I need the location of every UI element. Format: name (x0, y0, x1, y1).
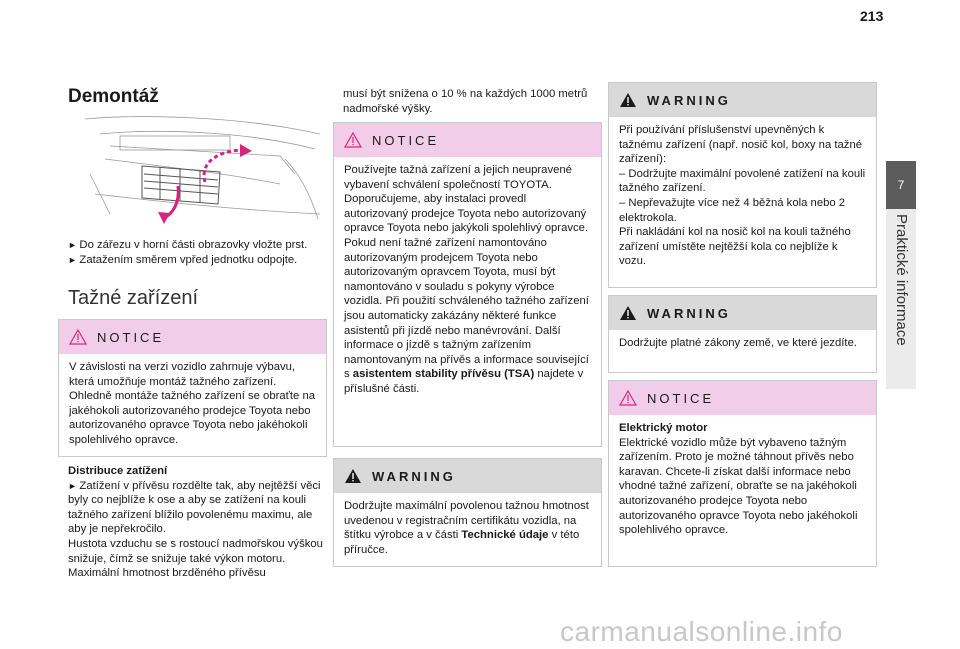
warning-triangle-icon (344, 468, 362, 484)
chapter-title: Praktické informace (893, 214, 910, 346)
bumper-illustration (80, 114, 325, 226)
notice-label: NOTICE (372, 132, 440, 148)
notice-text (334, 157, 601, 405)
tsa-link-text: asistentem stability přívěsu (TSA) (352, 368, 535, 381)
removal-steps (68, 238, 326, 267)
notice-text-part: najdete v příslušné části. (344, 368, 584, 395)
notice-label: NOTICE (647, 390, 715, 406)
watermark: carmanualsonline.info (560, 616, 843, 647)
caution-triangle-icon (619, 390, 637, 406)
warning-label: WARNING (647, 92, 731, 108)
tow-hitch-title: Tažné zařízení (68, 287, 199, 309)
load-distribution-heading: Distribuce zatížení (68, 465, 168, 477)
warning-label: WARNING (647, 305, 731, 321)
load-distribution-bullet: ► Zatížení v přívěsu rozdělte tak, aby nejtěžší věci byly co nejblíže k ose a aby se zatížení na kouli tažného zařízení blížilo povolenému maximu, ale aby je nepřekročilo. (68, 479, 326, 537)
warning-text-part: Dodržujte maximální povolenou tažnou hmotnost uvedenou v registračním certifikátu vozidla, na štítku výrobce a v části (344, 500, 589, 542)
warning-text (609, 117, 876, 277)
warning-line: – Nepřevažujte více než 4 běžná kola nebo 2 elektrokola. (619, 196, 846, 224)
notice-box-approved-hitch (333, 122, 602, 447)
caution-triangle-icon (69, 329, 87, 345)
notice-heading: Elektrický motor (619, 422, 708, 434)
removal-step: ► Zatažením směrem vpřed jednotku odpojte. (68, 253, 326, 268)
notice-text: V závislosti na verzi vozidlo zahrnuje výbavu, která umožňuje montáž tažného zařízení. Ohledně montáže tažného zařízení se obraťte na jakéhokoli autorizovaného prodejce Toyota nebo autorizovaného opravce Toyota nebo jakéhokoli spolehlivého opravce. (69, 361, 316, 446)
notice-box-mounting (58, 319, 327, 457)
warning-triangle-icon (619, 92, 637, 108)
removal-step: ► Do zářezu v horní části obrazovky vložte prst. (68, 238, 326, 253)
notice-text (609, 415, 876, 546)
warning-box-towing-weight (333, 458, 602, 567)
warning-box-accessories (608, 82, 877, 288)
notice-label: NOTICE (97, 329, 165, 345)
section-title: Demontáž (68, 86, 159, 107)
caution-triangle-icon (344, 132, 362, 148)
notice-box-electric-motor (608, 380, 877, 567)
load-distribution (68, 464, 326, 581)
warning-text (334, 493, 601, 565)
warning-text: Dodržujte platné zákony země, ve které jezdíte. (619, 337, 857, 349)
warning-box-laws (608, 295, 877, 373)
notice-text-part: Používejte tažná zařízení a jejich neupravené vybavení schválení společností TOYOTA. Doporučujeme, aby instalaci provedl autorizovaný prodejce Toyota nebo autorizovaný opravce Toyota nebo jakýkoli spolehlivý opravce. Pokud není tažné zařízení namontováno autorizovaným prodejcem Toyota nebo autorizovaným opravcem Toyota, musí být namontováno v souladu s pokyny výrobce vozidla. Při použití schváleného tažného zařízení jsou automaticky zakázány některé funkce asistentů při jízdě nebo manévrování. Další informace o jízdě s tažným zařízením namontovaným na přívěs a informace související s (344, 164, 589, 381)
notice-body: Elektrické vozidlo může být vybaveno tažným zařízením. Proto je možné táhnout přívěs nebo karavan. Chcete-li získat další informace nebo vhodné tažné zařízení, obraťte se na jakéhokoli autorizovaného prodejce Toyota nebo autorizovaného opravce Toyota nebo jakéhokoli spolehlivého opravce. (619, 436, 858, 537)
page-number: 213 (860, 8, 884, 24)
chapter-tab[interactable]: 7 (886, 161, 916, 209)
altitude-text: Hustota vzduchu se s rostoucí nadmořskou výškou snižuje, čímž se snižuje také výkon motoru. Maximální hmotnost brzděného přívěsu (68, 537, 323, 580)
warning-label: WARNING (372, 468, 456, 484)
altitude-text-continued: musí být snížena o 10 % na každých 1000 metrů nadmořské výšky. (343, 88, 588, 115)
warning-line: Při používání příslušenství upevněných k tažnému zařízení (např. nosič kol, boxy na tažné zařízení): (619, 124, 863, 166)
warning-line: Při nakládání kol na nosič kol na kouli tažného zařízení umístěte nejtěžší kola co nejblíže k vozu. (619, 226, 851, 268)
warning-triangle-icon (619, 305, 637, 321)
technical-data-ref: Technické údaje (461, 529, 549, 542)
warning-line: – Dodržujte maximální povolené zatížení na kouli tažného zařízení. (619, 167, 866, 195)
warning-text-part: v této příručce. (344, 529, 580, 556)
